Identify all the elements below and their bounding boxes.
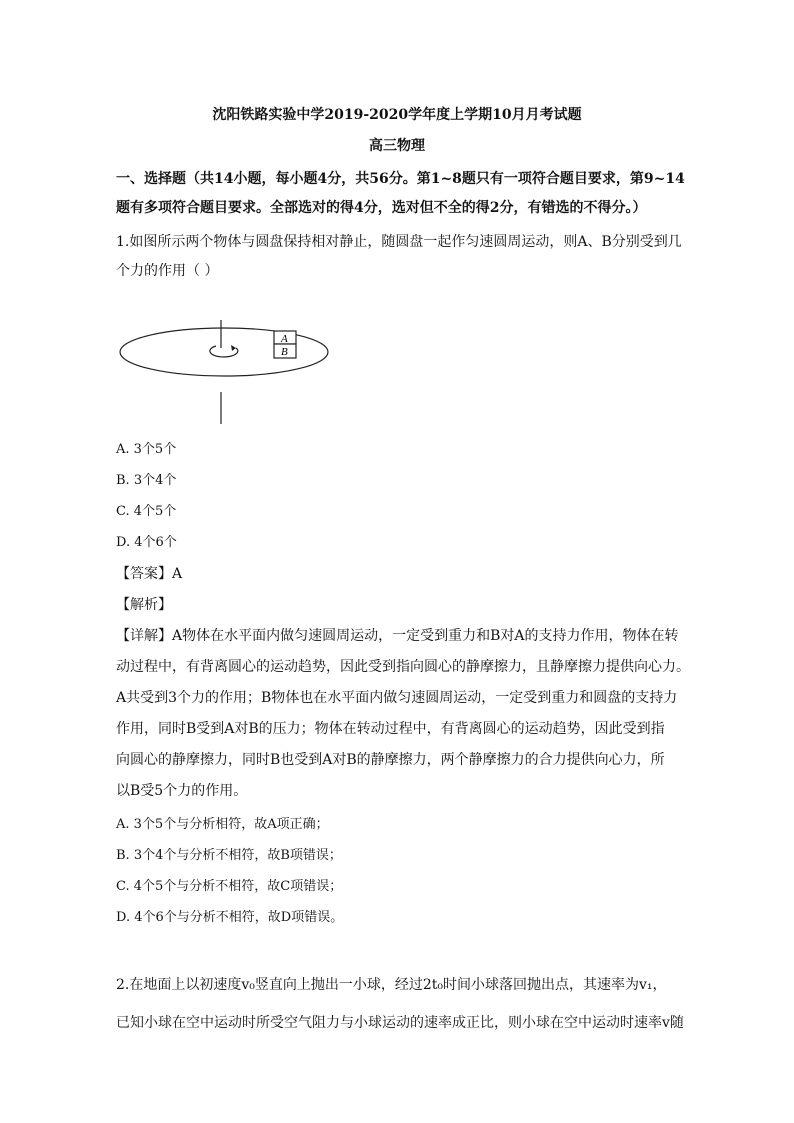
question-2-stem-line-1: 2.在地面上以初速度v₀竖直向上抛出一小球，经过2t₀时间小球落回抛出点，其速率为v₁， xyxy=(116,977,667,993)
question-1-answer: 【答案】A xyxy=(116,566,183,582)
analysis-line-3: A共受到3个力的作用；B物体也在水平面内做匀速圆周运动，一定受到重力和圆盘的支持力 xyxy=(116,690,678,706)
question-1-option-a: A. 3个5个 xyxy=(116,442,177,457)
block-a-label: A xyxy=(281,333,288,345)
question-1-option-b: B. 3个4个 xyxy=(116,473,177,488)
block-b-label: B xyxy=(281,346,288,358)
question-2-stem-line-2: 已知小球在空中运动时所受空气阻力与小球运动的速率成正比，则小球在空中运动时速率v随 xyxy=(116,1015,684,1031)
conclusion-a: A. 3个5个与分析相符，故A项正确； xyxy=(116,817,329,832)
section-instructions-line-2: 题有多项符合题目要求。全部选对的得4分，选对但不全的得2分，有错选的不得分。） xyxy=(116,200,647,216)
analysis-line-6: 以B受5个力的作用。 xyxy=(116,783,248,799)
conclusion-b: B. 3个4个与分析不相符，故B项错误； xyxy=(116,848,342,863)
question-1-stem-line-2: 个力的作用（ ） xyxy=(116,263,219,279)
question-1-stem-line-1: 1.如图所示两个物体与圆盘保持相对静止，随圆盘一起作匀速圆周运动，则A、B分别受到几 xyxy=(116,234,682,250)
analysis-line-5: 向圆心的静摩擦力，同时B也受到A对B的静摩擦力，两个静摩擦力的合力提供向心力，所 xyxy=(116,752,665,768)
analysis-line-4: 作用，同时B受到A对B的压力；物体在转动过程中，有背离圆心的运动趋势，因此受到指 xyxy=(116,721,665,737)
analysis-line-2: 动过程中，有背离圆心的运动趋势，因此受到指向圆心的静摩擦力，且静摩擦力提供向心力。 xyxy=(116,659,690,675)
rotating-disk-figure xyxy=(116,318,336,426)
rotation-arrow-head xyxy=(231,345,236,351)
analysis-line-1: 【详解】A物体在水平面内做匀速圆周运动，一定受到重力和B对A的支持力作用，物体在转 xyxy=(116,628,679,644)
conclusion-d: D. 4个6个与分析不相符，故D项错误。 xyxy=(116,910,344,925)
conclusion-c: C. 4个5个与分析不相符，故C项错误； xyxy=(116,879,343,894)
question-1-analysis-heading: 【解析】 xyxy=(116,597,172,613)
section-instructions-line-1: 一、选择题（共14小题，每小题4分，共56分。第1~8题只有一项符合题目要求，第9~14 xyxy=(116,171,685,187)
question-1-option-c: C. 4个5个 xyxy=(116,504,177,519)
page-title: 沈阳铁路实验中学2019-2020学年度上学期10月月考试题 xyxy=(212,107,582,123)
page-subtitle: 高三物理 xyxy=(369,138,425,154)
disk-ellipse xyxy=(120,328,328,376)
question-1-option-d: D. 4个6个 xyxy=(116,535,177,550)
